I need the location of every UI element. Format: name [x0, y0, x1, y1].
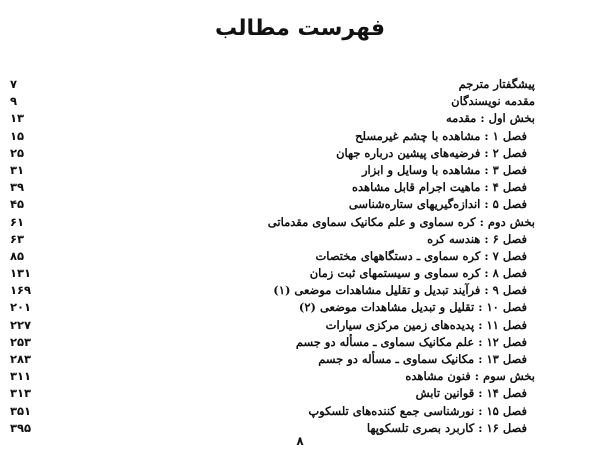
- toc-row: [0, 128, 600, 145]
- toc-chapter-label: فصل ۱ : مشاهده با چشم غیرمسلح: [355, 128, 527, 143]
- toc-page-number: ۲۵: [10, 145, 25, 160]
- toc-page-number: ۶۱: [10, 214, 25, 229]
- toc-row: [0, 231, 600, 248]
- toc-row: [0, 403, 600, 420]
- toc-row: [0, 145, 600, 162]
- toc-entry-label: پیشگفتار مترجم: [458, 77, 535, 91]
- toc-page-number: ۱۳۱: [10, 266, 32, 281]
- toc-row: [0, 179, 600, 196]
- toc-row: [0, 93, 600, 110]
- toc-page-number: ۶۳: [10, 231, 25, 246]
- toc-chapter-label: فصل ۳ : مشاهده با وسایل و ابزار: [361, 162, 527, 177]
- toc-chapter-label: فصل ۱۰ : تقلیل و تبدیل مشاهدات موضعی (۲): [298, 300, 527, 315]
- toc-row: [0, 248, 600, 265]
- page-number: ۸: [296, 434, 304, 448]
- toc-row: [0, 334, 600, 351]
- toc-page-number: ۳۵۱: [10, 403, 32, 418]
- toc-row: [0, 385, 600, 402]
- toc-chapter-label: فصل ۲ : فرضیه‌های پیشین درباره جهان: [336, 145, 527, 160]
- toc-part-label: بخش اول : مقدمه: [446, 111, 535, 126]
- toc-row: [0, 317, 600, 334]
- toc-page-number: ۱۵: [10, 128, 25, 143]
- toc-part-label: بخش سوم : فنون مشاهده: [405, 369, 535, 384]
- toc-page-number: ۳۹۵: [10, 420, 32, 435]
- toc-page-number: ۱۳: [10, 111, 25, 126]
- toc-page-number: ۳۹: [10, 180, 25, 195]
- toc-row: [0, 351, 600, 368]
- toc-page-number: ۳۱: [10, 162, 25, 177]
- toc-row: [0, 214, 600, 231]
- toc-page-number: ۴۵: [10, 197, 25, 212]
- toc-entry-label: مقدمه نویسندگان: [451, 94, 535, 109]
- toc-part-label: بخش دوم : کره سماوی و علم مکانیک سماوی مقدماتی: [267, 214, 535, 229]
- toc-page-number: ۲۲۷: [10, 317, 32, 332]
- toc-chapter-label: فصل ۹ : فرآیند تبدیل و تقلیل مشاهدات موضعی (۱): [273, 283, 527, 298]
- toc-page-number: ۸۵: [10, 248, 25, 263]
- toc-row: [0, 196, 600, 213]
- toc-chapter-label: فصل ۸ : کره سماوی و سیستمهای ثبت زمان: [309, 266, 527, 281]
- toc-row: [0, 265, 600, 282]
- toc-row: [0, 162, 600, 179]
- toc-chapter-label: فصل ۱۳ : مکانیک سماوی ـ مسأله دو جسم: [318, 352, 527, 366]
- toc-chapter-label: فصل ۴ : ماهیت اجرام قابل مشاهده: [351, 180, 527, 195]
- toc-row: [0, 368, 600, 385]
- toc-chapter-label: فصل ۱۴ : قوانین تابش: [415, 386, 527, 401]
- toc-chapter-label: فصل ۵ : اندازه‌گیریهای ستاره‌شناسی: [348, 197, 527, 212]
- toc-row: [0, 282, 600, 299]
- page-title: فهرست مطالب: [214, 16, 386, 41]
- toc-chapter-label: فصل ۶ : هندسه کره: [427, 231, 527, 246]
- toc-chapter-label: فصل ۱۶ : کاربرد بصری تلسکوپها: [366, 420, 527, 435]
- toc-page-number: ۲۵۳: [10, 334, 32, 349]
- toc-chapter-label: فصل ۱۲ : علم مکانیک سماوی ـ مسأله دو جسم: [295, 334, 527, 349]
- toc-page-number: ۷: [10, 77, 18, 91]
- toc-chapter-label: فصل ۷ : کره سماوی ـ دستگاههای مختصات: [315, 248, 527, 263]
- table-of-contents: [0, 76, 600, 437]
- toc-page-number: ۳۱۳: [10, 386, 32, 401]
- toc-row: [0, 299, 600, 316]
- toc-page-number: ۲۰۱: [10, 300, 32, 315]
- toc-row: [0, 110, 600, 127]
- toc-chapter-label: فصل ۱۵ : نورشناسی جمع کننده‌های تلسکوپ: [308, 403, 527, 418]
- toc-chapter-label: فصل ۱۱ : پدیده‌های زمین مرکزی سیارات: [325, 317, 527, 332]
- toc-page-number: ۱۶۹: [10, 283, 32, 298]
- toc-page-number: ۹: [10, 94, 18, 109]
- toc-page-number: ۲۸۳: [10, 352, 32, 366]
- toc-row: [0, 76, 600, 93]
- toc-page-number: ۳۱۱: [10, 369, 32, 384]
